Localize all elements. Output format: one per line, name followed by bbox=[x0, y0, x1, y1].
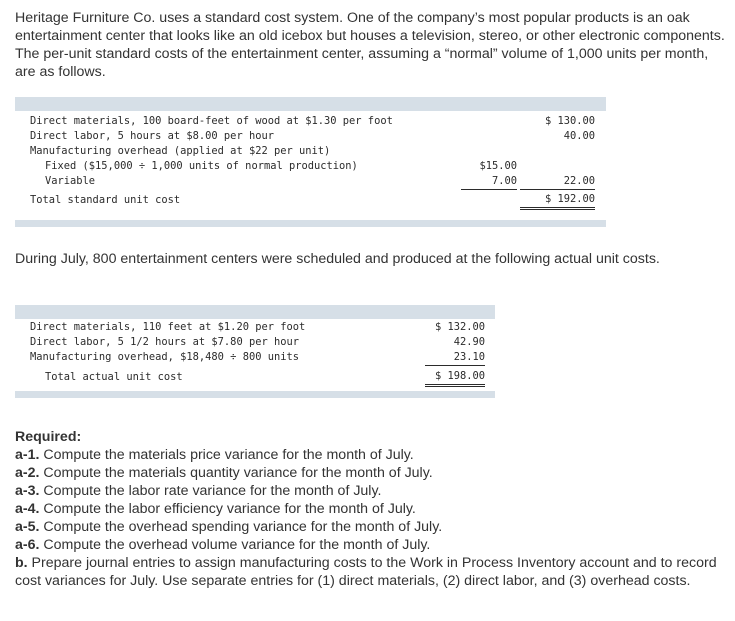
required-item-a5: a-5. Compute the overhead spending variance for the month of July. bbox=[15, 519, 443, 535]
std-row-label-variable: Variable bbox=[45, 175, 96, 187]
act-row-value-overhead: 23.10 bbox=[425, 350, 485, 366]
act-row-value-labor: 42.90 bbox=[453, 336, 485, 348]
std-row-label-overhead: Manufacturing overhead (applied at $22 per unit) bbox=[30, 145, 331, 157]
actual-cost-table bbox=[15, 305, 495, 398]
std-row-label-labor: Direct labor, 5 hours at $8.00 per hour bbox=[30, 130, 274, 142]
required-section bbox=[15, 428, 727, 590]
std-row-total-overhead: 22.00 bbox=[520, 174, 595, 190]
act-row-label-overhead: Manufacturing overhead, $18,480 ÷ 800 units bbox=[30, 351, 299, 363]
july-paragraph: During July, 800 entertainment centers were scheduled and produced at the following actual unit costs. bbox=[15, 251, 660, 267]
act-row-label-total: Total actual unit cost bbox=[45, 371, 183, 383]
std-row-total-materials: $ 130.00 bbox=[544, 115, 595, 127]
problem-intro: Heritage Furniture Co. uses a standard cost system. One of the company’s most popular products is an oak entertainment center that looks like an old icebox but houses a television, stereo, or other electronic components. The per-unit standard costs of the entertainment center, assuming a “normal” volume of 1,000 units per month, are as follows. bbox=[15, 10, 725, 80]
required-item-a2: a-2. Compute the materials quantity variance for the month of July. bbox=[15, 465, 433, 481]
required-item-a6: a-6. Compute the overhead volume variance for the month of July. bbox=[15, 537, 431, 553]
act-row-value-total: $ 198.00 bbox=[425, 369, 485, 387]
required-item-a4: a-4. Compute the labor efficiency variance for the month of July. bbox=[15, 501, 416, 517]
std-row-label-total: Total standard unit cost bbox=[30, 194, 181, 206]
table-footer-bar bbox=[15, 220, 606, 227]
std-row-label-fixed: Fixed ($15,000 ÷ 1,000 units of normal production) bbox=[45, 160, 358, 172]
table-footer-bar bbox=[15, 391, 495, 398]
required-item-a1: a-1. Compute the materials price variance for the month of July. bbox=[15, 447, 414, 463]
std-row-total-value: $ 192.00 bbox=[520, 192, 595, 210]
std-row-sub-fixed: $15.00 bbox=[479, 160, 517, 172]
required-item-a3: a-3. Compute the labor rate variance for the month of July. bbox=[15, 483, 382, 499]
table-header-bar bbox=[15, 305, 495, 319]
act-row-label-labor: Direct labor, 5 1/2 hours at $7.80 per hour bbox=[30, 336, 299, 348]
std-row-sub-variable: 7.00 bbox=[461, 174, 517, 190]
standard-cost-table bbox=[15, 97, 606, 227]
std-row-label-materials: Direct materials, 100 board-feet of wood at $1.30 per foot bbox=[30, 115, 393, 127]
required-heading: Required: bbox=[15, 429, 82, 445]
act-row-value-materials: $ 132.00 bbox=[434, 321, 485, 333]
act-row-label-materials: Direct materials, 110 feet at $1.20 per foot bbox=[30, 321, 306, 333]
required-item-b: b. Prepare journal entries to assign manufacturing costs to the Work in Process Inventory account and to record cost variances for July. Use separate entries for (1) direct materials, (2) direct labor, and (3) overhead costs. bbox=[15, 555, 717, 589]
std-row-total-labor: 40.00 bbox=[563, 130, 595, 142]
table-header-bar bbox=[15, 97, 606, 111]
